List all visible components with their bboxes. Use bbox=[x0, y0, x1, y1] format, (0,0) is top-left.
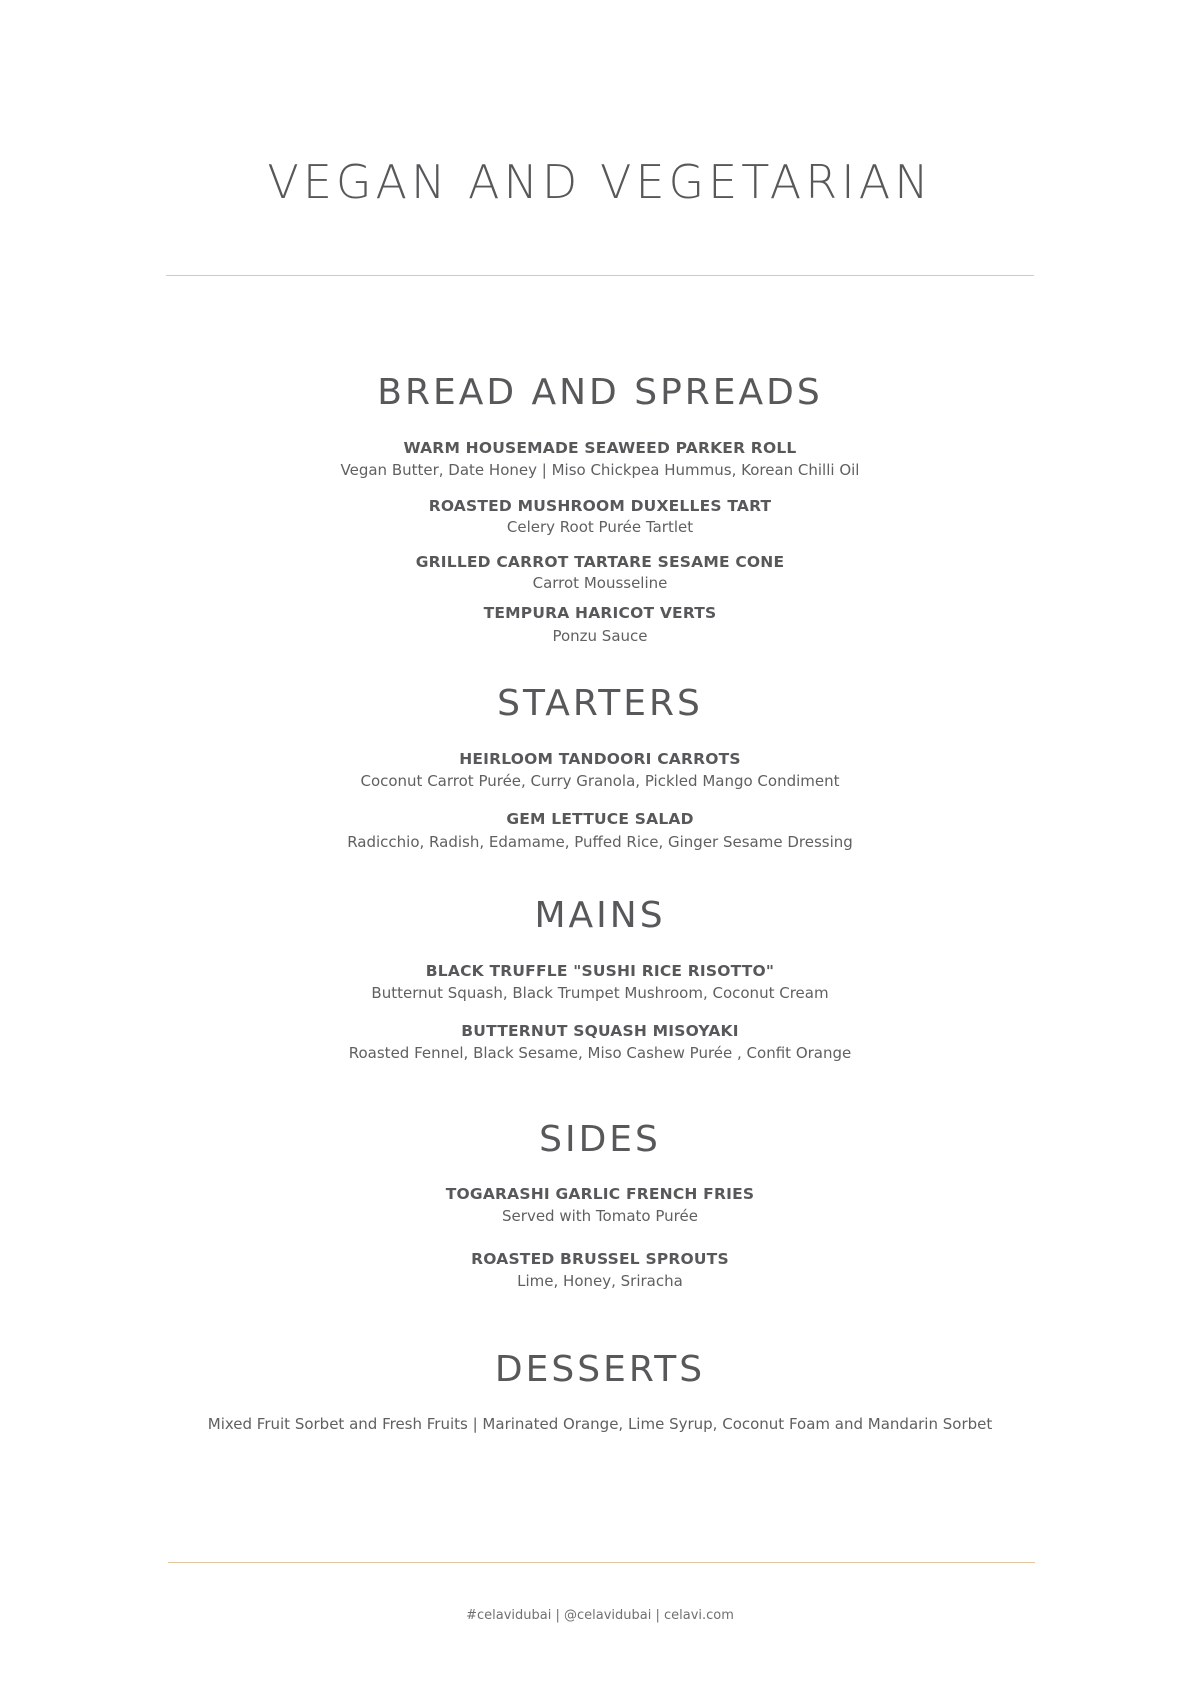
menu-item-description: Served with Tomato Purée bbox=[502, 1207, 698, 1225]
menu-item-description: Radicchio, Radish, Edamame, Puffed Rice, Ginger Sesame Dressing bbox=[347, 833, 853, 851]
footer-social-links: #celavidubai | @celavidubai | celavi.com bbox=[466, 1608, 734, 1623]
section-title-desserts: DESSERTS bbox=[494, 1349, 706, 1390]
page-title: VEGAN AND VEGETARIAN bbox=[267, 155, 933, 209]
menu-item-name: BLACK TRUFFLE "SUSHI RICE RISOTTO" bbox=[425, 962, 775, 980]
menu-item-description: Celery Root Purée Tartlet bbox=[506, 518, 694, 536]
menu-item-name: BUTTERNUT SQUASH MISOYAKI bbox=[461, 1022, 739, 1040]
section-title-sides: SIDES bbox=[539, 1119, 661, 1160]
section-title-bread-and-spreads: BREAD AND SPREADS bbox=[377, 372, 823, 413]
menu-item-name: ROASTED BRUSSEL SPROUTS bbox=[471, 1250, 729, 1268]
menu-item-description: Carrot Mousseline bbox=[532, 574, 668, 592]
menu-item-description: Lime, Honey, Sriracha bbox=[517, 1272, 683, 1290]
menu-item-name: HEIRLOOM TANDOORI CARROTS bbox=[459, 750, 741, 768]
menu-item-description: Roasted Fennel, Black Sesame, Miso Cashew Purée , Confit Orange bbox=[348, 1044, 852, 1062]
menu-item-name: TEMPURA HARICOT VERTS bbox=[483, 604, 717, 622]
menu-item-description: Vegan Butter, Date Honey | Miso Chickpea Hummus, Korean Chilli Oil bbox=[340, 461, 860, 479]
section-title-starters: STARTERS bbox=[497, 683, 703, 724]
menu-item-name: GEM LETTUCE SALAD bbox=[506, 810, 694, 828]
bottom-divider bbox=[168, 1562, 1035, 1563]
menu-item-name: GRILLED CARROT TARTARE SESAME CONE bbox=[415, 553, 785, 571]
menu-item-description: Mixed Fruit Sorbet and Fresh Fruits | Marinated Orange, Lime Syrup, Coconut Foam and Mandarin Sorbet bbox=[207, 1415, 993, 1433]
menu-item-name: WARM HOUSEMADE SEAWEED PARKER ROLL bbox=[403, 439, 797, 457]
menu-item-description: Coconut Carrot Purée, Curry Granola, Pickled Mango Condiment bbox=[360, 772, 840, 790]
menu-item-description: Butternut Squash, Black Trumpet Mushroom, Coconut Cream bbox=[371, 984, 829, 1002]
top-divider bbox=[166, 275, 1034, 276]
menu-item-name: ROASTED MUSHROOM DUXELLES TART bbox=[428, 497, 772, 515]
menu-item-name: TOGARASHI GARLIC FRENCH FRIES bbox=[445, 1185, 755, 1203]
menu-item-description: Ponzu Sauce bbox=[552, 627, 648, 645]
section-title-mains: MAINS bbox=[534, 895, 666, 936]
